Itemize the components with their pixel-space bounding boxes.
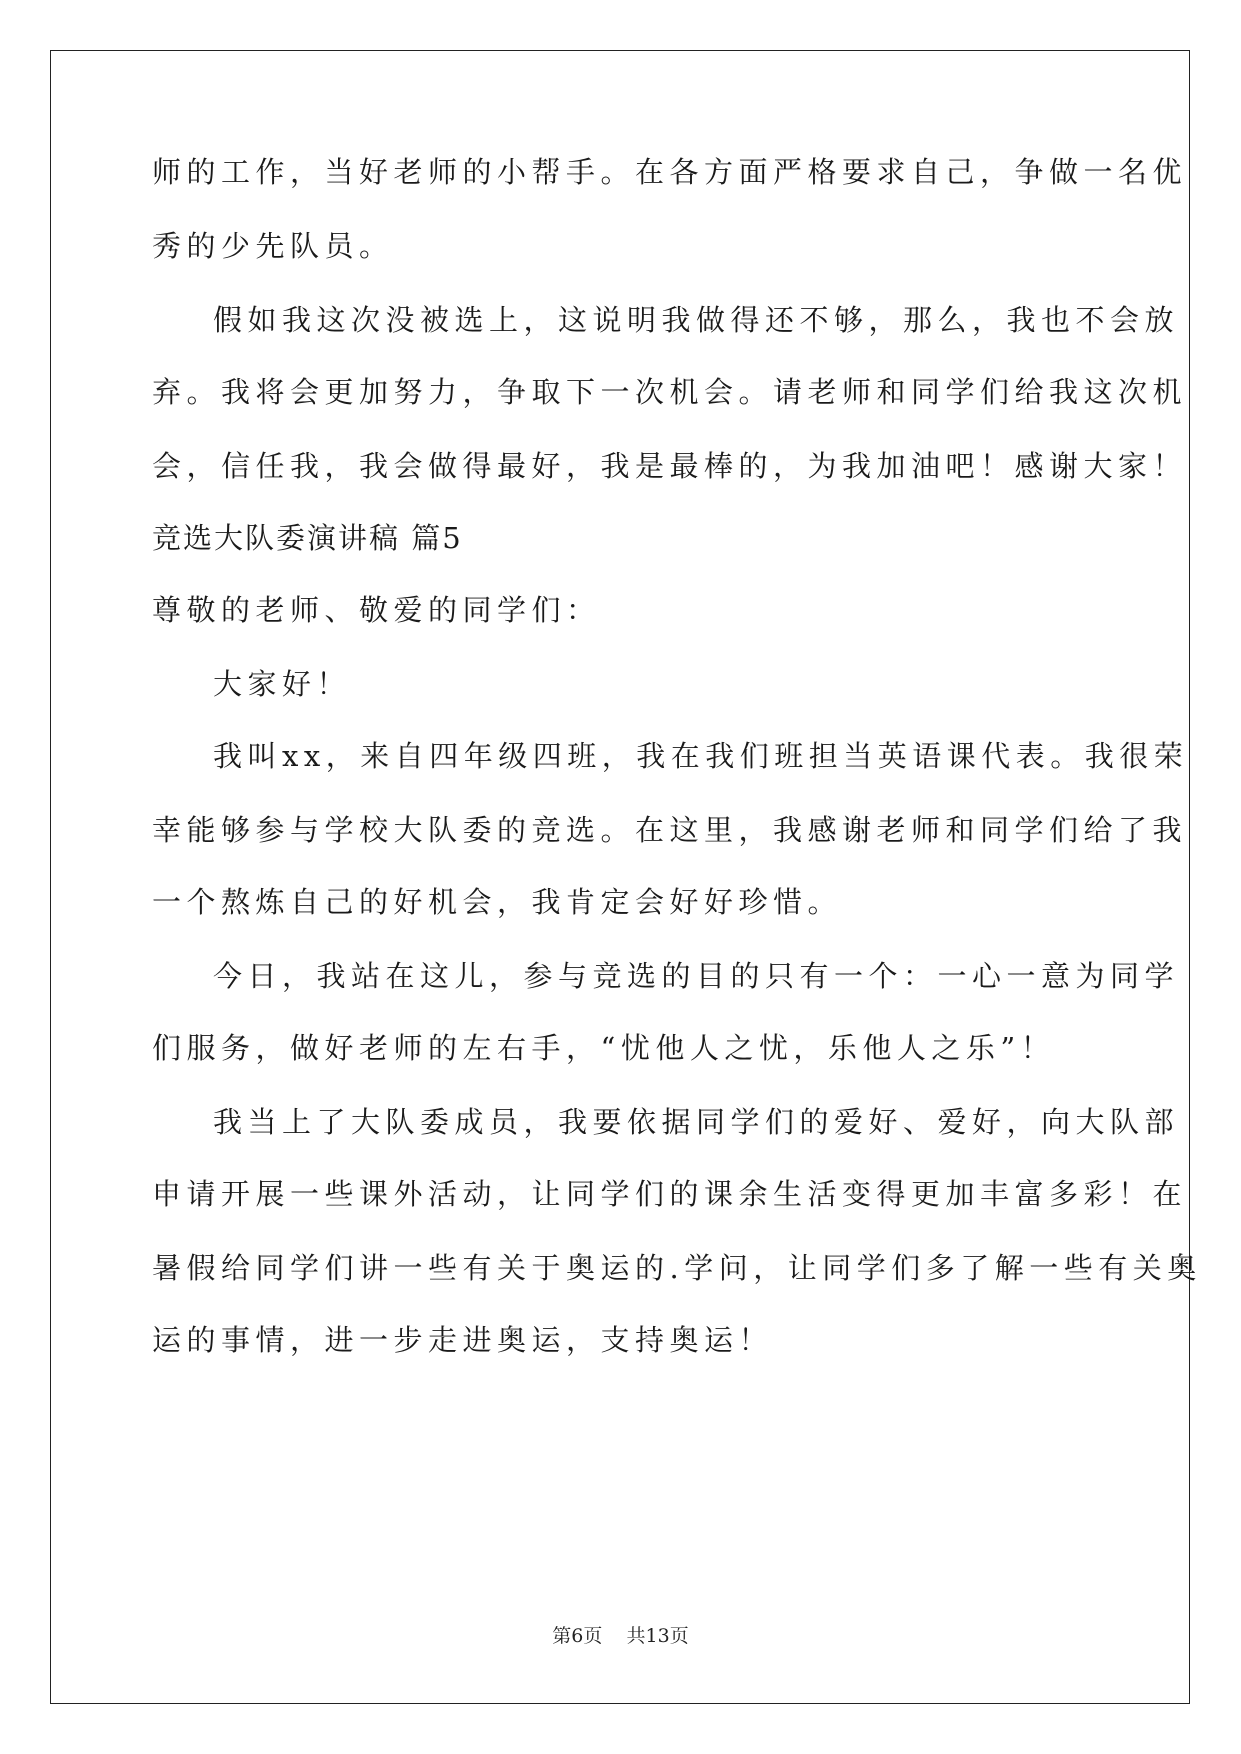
section-heading: 竞选大队委演讲稿 篇5 xyxy=(152,521,463,555)
page-border xyxy=(50,50,1190,1704)
body-line: 秀的少先队员。 xyxy=(152,229,394,263)
body-line: 申请开展一些课外活动，让同学们的课余生活变得更加丰富多彩！在 xyxy=(152,1177,1188,1211)
paragraph-start-line: 今日，我站在这儿，参与竞选的目的只有一个：一心一意为同学 xyxy=(213,959,1180,993)
body-line: 师的工作，当好老师的小帮手。在各方面严格要求自己，争做一名优 xyxy=(152,155,1188,189)
page-number: 第6页 xyxy=(552,1625,603,1647)
paragraph-start-line: 假如我这次没被选上，这说明我做得还不够，那么，我也不会放 xyxy=(213,303,1180,337)
body-line: 弃。我将会更加努力，争取下一次机会。请老师和同学们给我这次机 xyxy=(152,375,1188,409)
body-line: 暑假给同学们讲一些有关于奥运的.学问，让同学们多了解一些有关奥 xyxy=(152,1251,1202,1285)
page-total: 共13页 xyxy=(626,1625,689,1647)
paragraph-start-line: 我当上了大队委成员，我要依据同学们的爱好、爱好，向大队部 xyxy=(213,1105,1180,1139)
salutation: 尊敬的老师、敬爱的同学们： xyxy=(152,593,601,627)
paragraph-start-line: 我叫xx，来自四年级四班，我在我们班担当英语课代表。我很荣 xyxy=(213,739,1189,773)
greeting: 大家好！ xyxy=(213,667,352,701)
page-footer xyxy=(0,1622,1241,1650)
body-line: 运的事情，进一步走进奥运，支持奥运！ xyxy=(152,1323,774,1357)
body-line: 们服务，做好老师的左右手，“忧他人之忧，乐他人之乐”！ xyxy=(152,1031,1056,1065)
body-line: 会，信任我，我会做得最好，我是最棒的，为我加油吧！感谢大家！ xyxy=(152,449,1188,483)
body-line: 幸能够参与学校大队委的竞选。在这里，我感谢老师和同学们给了我 xyxy=(152,813,1188,847)
body-line: 一个熬炼自己的好机会，我肯定会好好珍惜。 xyxy=(152,885,843,919)
